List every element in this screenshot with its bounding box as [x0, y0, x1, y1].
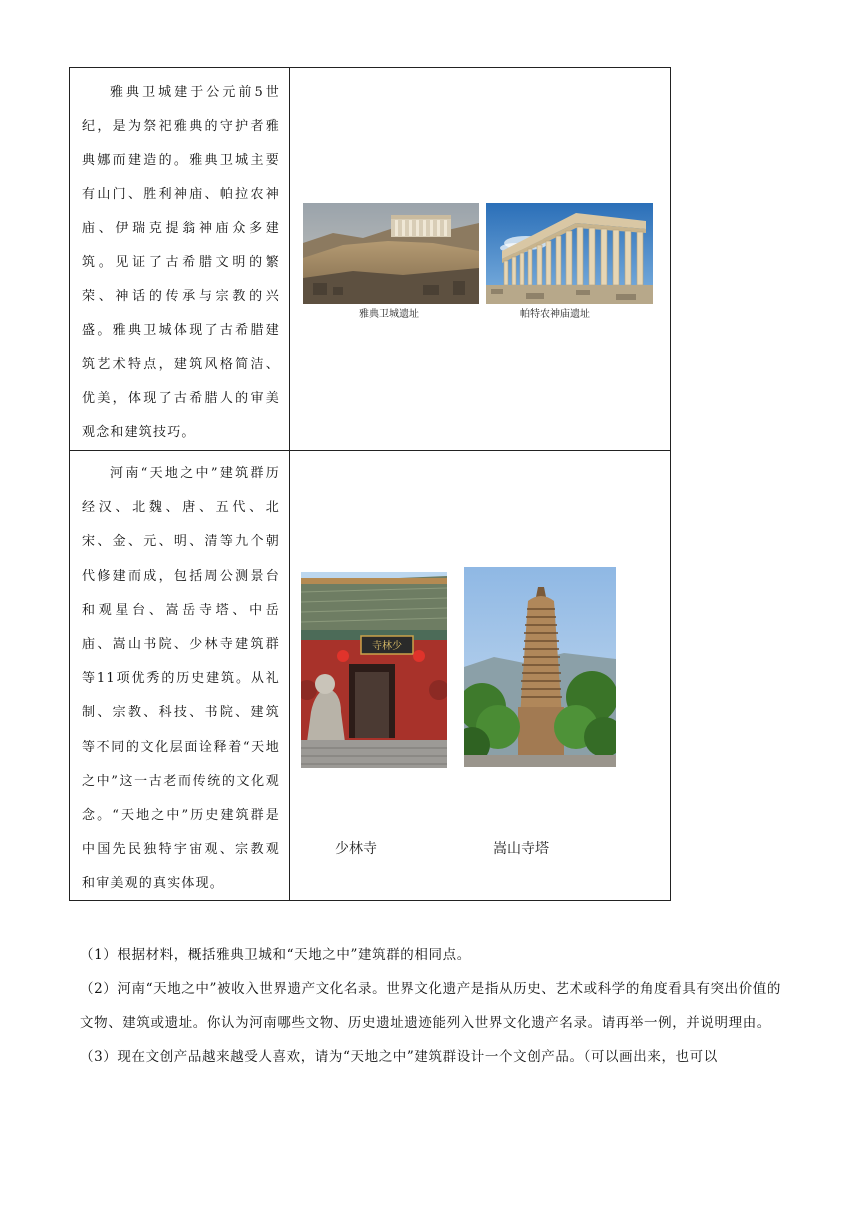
- column-divider: [289, 68, 290, 450]
- questions-section: [80, 938, 788, 1074]
- tiandizhizhong-description: 河南“天地之中”建筑群历经汉、北魏、唐、五代、北宋、金、元、明、清等九个朝代修建而成，包括周公测景台和观星台、嵩岳寺塔、中岳庙、嵩山书院、少林寺建筑群等11项优秀的历史建筑。从礼制、宗教、科技、书院、建筑等不同的文化层面诠释着“天地之中”这一古老而传统的文化观念。“天地之中”历史建筑群是中国先民独特宇宙观、宗教观和审美观的真实体现。: [82, 466, 280, 892]
- acropolis-caption: 雅典卫城遗址: [359, 309, 419, 320]
- songyue-caption: 嵩山寺塔: [493, 841, 549, 857]
- material-table: [69, 67, 671, 901]
- acropolis-description: 雅典卫城建于公元前5世纪，是为祭祀雅典的守护者雅典娜而建造的。雅典卫城主要有山门、胜利神庙、帕拉农神庙、伊瑞克提翁神庙众多建筑。见证了古希腊文明的繁荣、神话的传承与宗教的兴盛。雅典卫城体现了古希腊建筑艺术特点，建筑风格简洁、优美，体现了古希腊人的审美观念和建筑技巧。: [82, 85, 280, 440]
- songyue-pagoda-photo: [464, 567, 616, 767]
- shaolin-temple-photo: [301, 572, 447, 768]
- acropolis-photo: [303, 203, 479, 304]
- parthenon-caption: 帕特农神庙遗址: [520, 309, 590, 320]
- question-3: （3）现在文创产品越来越受人喜欢，请为“天地之中”建筑群设计一个文创产品。（可以画出来，也可以: [80, 1049, 718, 1065]
- shaolin-plaque-text: 寺林少: [372, 641, 402, 652]
- column-divider: [289, 451, 290, 900]
- question-2: （2）河南“天地之中”被收入世界遗产文化名录。世界文化遗产是指从历史、艺术或科学的角度看具有突出价值的文物、建筑或遗址。你认为河南哪些文物、历史遗址遗迹能列入世界文化遗产名录。请再举一例，并说明理由。: [80, 981, 781, 1031]
- shaolin-caption: 少林寺: [335, 841, 377, 857]
- question-1: （1）根据材料，概括雅典卫城和“天地之中”建筑群的相同点。: [80, 947, 471, 963]
- table-row-acropolis: [70, 68, 670, 451]
- table-row-tiandizhizhong: [70, 451, 670, 900]
- parthenon-photo: [486, 203, 653, 304]
